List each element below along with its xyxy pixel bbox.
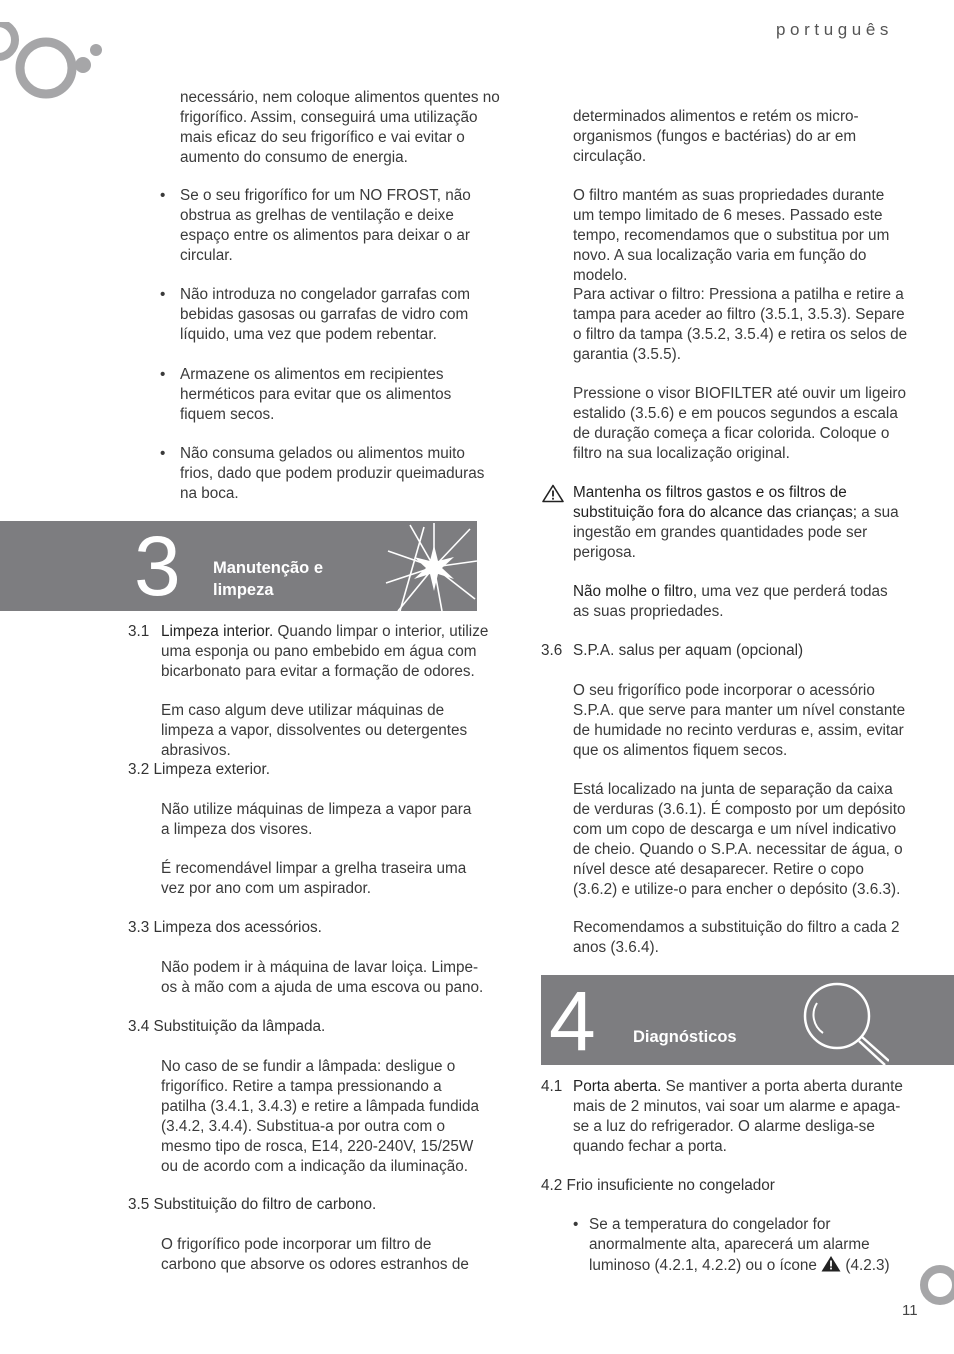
paragraph: determinados alimentos e retém os micro-organismos (fungos e bactérias) do ar em circulação. <box>573 108 859 165</box>
section-title: Diagnósticos <box>633 1028 737 1046</box>
paragraph: Em caso algum deve utilizar máquinas de limpeza a vapor, dissolventes ou detergentes abrasivos. <box>161 702 468 759</box>
paragraph: Recomendamos a substituição do filtro a cada 2 anos (3.6.4). <box>573 919 900 956</box>
section-4-1-paragraph: Porta aberta. Se mantiver a porta aberta durante mais de 2 minutos, vai soar um alarme e apaga-se a luz do refrigerador. O alarme desliga-se quando fechar a porta. <box>573 1078 903 1155</box>
subsection-heading: 4.2 Frio insuficiente no congelador <box>541 1177 775 1194</box>
subsection-heading: S.P.A. salus per aquam (opcional) <box>573 642 804 659</box>
section-3-1-paragraph: Limpeza interior. Quando limpar o interior, utilize uma esponja ou pano embebido em água com bicarbonato para evitar a formação de odores. <box>161 623 489 680</box>
intro-paragraph: necessário, nem coloque alimentos quentes no frigorífico. Assim, conseguirá uma utilização mais eficaz do seu frigorífico e vai evitar o aumento do consumo de energia. <box>180 89 500 166</box>
section-number: 4.1 <box>541 1078 563 1095</box>
section-4-band <box>541 974 954 1068</box>
section-title: Manutenção e limpeza <box>213 559 324 599</box>
bullet-dot: • <box>160 187 166 204</box>
sparkle-star-icon <box>380 521 477 611</box>
paragraph: Está localizado na junta de separação da caixa de verduras (3.6.1). É composto por um depósito com um copo de descarga e um nível indicativo de cheio. Quando o S.P.A. necessitar de água, o nível desce até desaparecer. Retire o copo (3.6.2) e utilize-o para encher o depósito (3.6.3). <box>573 781 906 898</box>
section-number: 4 <box>549 974 596 1068</box>
section-3-band <box>0 521 477 611</box>
warning-triangle-icon <box>821 1255 841 1272</box>
paragraph: Para activar o filtro: Pressiona a patilha e retire a tampa para aceder ao filtro (3.5.1, 3.5.3). Separe o filtro da tampa (3.5.2, 3.5.4) e retira os selos de garantia (3.5.5). <box>573 286 908 363</box>
paragraph: O seu frigorífico pode incorporar o acessório S.P.A. que serve para manter um nível constante de humidade no recinto verduras e, assim, evitar que os alimentos fiquem secos. <box>573 682 906 759</box>
subsection-heading: 3.3 Limpeza dos acessórios. <box>128 919 322 936</box>
section-number: 3.6 <box>541 642 563 659</box>
bullet-dot: • <box>573 1216 579 1233</box>
section-number: 3 <box>134 519 181 613</box>
bullet-dot: • <box>160 445 166 462</box>
subsection-heading: 3.5 Substituição do filtro de carbono. <box>128 1196 377 1213</box>
subsection-heading: 3.4 Substituição da lâmpada. <box>128 1018 326 1035</box>
circles-logo-icon <box>0 22 110 104</box>
circles-logo-icon <box>918 1262 954 1308</box>
bullet-dot: • <box>160 286 166 303</box>
warning-triangle-icon <box>542 484 564 503</box>
language-label: português <box>776 20 894 39</box>
list-item: Se o seu frigorífico for um NO FROST, não obstrua as grelhas de ventilação e deixe espaço entre os alimentos para deixar o ar circular. <box>180 187 471 264</box>
paragraph: Não utilize máquinas de limpeza a vapor para a limpeza dos visores. <box>161 801 472 838</box>
paragraph: No caso de se fundir a lâmpada: desligue o frigorífico. Retire a tampa pressionando a patilha (3.4.1, 3.4.3) e retire a lâmpada fundida (3.4.2, 3.4.4). Substitua-a por outra com o mesmo tipo de rosca, E14, 220-240V, 15/25W ou de acordo com a indicação da iluminação. <box>161 1058 480 1175</box>
subsection-heading: 3.2 Limpeza exterior. <box>128 761 270 778</box>
bullet-dot: • <box>160 366 166 383</box>
list-item: Se a temperatura do congelador for anormalmente alta, aparecerá um alarme luminoso (4.2.1, 4.2.2) ou o ícone (4.2.3) <box>589 1216 890 1274</box>
list-item: Armazene os alimentos em recipientes herméticos para evitar que os alimentos fiquem secos. <box>180 366 452 423</box>
list-item: Não introduza no congelador garrafas com bebidas gasosas ou garrafas de vidro com líquido, uma vez que podem rebentar. <box>180 286 470 343</box>
list-item: Não consuma gelados ou alimentos muito frios, dado que podem produzir queimaduras na boca. <box>180 445 485 502</box>
paragraph: Não podem ir à máquina de lavar loiça. Limpe-os à mão com a ajuda de uma escova ou pano. <box>161 959 484 996</box>
paragraph: O frigorífico pode incorporar um filtro de carbono que absorve os odores estranhos de <box>161 1236 469 1273</box>
section-number: 3.1 <box>128 623 150 640</box>
magnifier-icon <box>799 981 889 1065</box>
paragraph: É recomendável limpar a grelha traseira uma vez por ano com um aspirador. <box>161 860 467 897</box>
paragraph: Pressione o visor BIOFILTER até ouvir um ligeiro estalido (3.5.6) e em poucos segundos a escala de duração começa a ficar colorida. Coloque o filtro na sua localização original. <box>573 385 906 462</box>
paragraph: Não molhe o filtro, uma vez que perderá todas as suas propriedades. <box>573 583 888 620</box>
page-number: 11 <box>902 1302 918 1319</box>
paragraph: O filtro mantém as suas propriedades durante um tempo limitado de 6 meses. Passado este tempo, recomendamos que o substitua por um novo. A sua localização varia em função do modelo. <box>573 187 890 284</box>
warning-paragraph: Mantenha os filtros gastos e os filtros de substituição fora do alcance das crianças; a sua ingestão em grandes quantidades pode ser perigosa. <box>573 484 899 561</box>
